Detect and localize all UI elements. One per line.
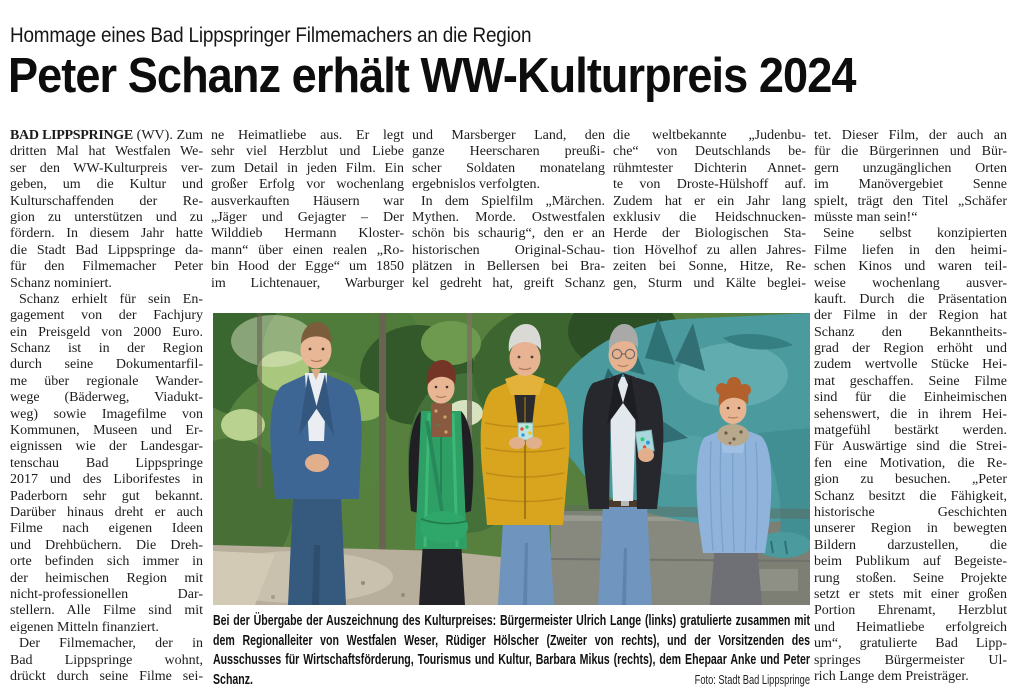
text-line: unserer Region in bewegten — [814, 521, 1007, 537]
text-line: tenschau Bad Lippspringe — [10, 455, 203, 471]
text-line: spielt, trägt den Titel „Schäfer — [814, 193, 1007, 209]
text-line: 2017 und des Liborifestes in — [10, 472, 203, 488]
text-line: der heimischen Region mit — [10, 570, 203, 586]
text-line: sind für die Einheimischen — [814, 390, 1007, 406]
article-photo — [213, 313, 810, 605]
text-line: exklusiv die Heidschnucken- — [613, 209, 806, 225]
text-line: Schanz nominiert. — [10, 275, 112, 291]
text-line: Schanz erhielt für sein En- — [19, 291, 203, 307]
text-line: springes Bürgermeister Ul- — [814, 652, 1007, 668]
text-line: Bildern darzustellen, die — [814, 537, 1007, 553]
text-line: ausverkauften Häusern war — [211, 193, 404, 209]
text-line: weg) sowie Imagefilme von — [10, 406, 203, 422]
article-column-1 — [10, 128, 203, 685]
text-line: tet. Dieser Film, der auch an — [814, 128, 1007, 143]
text-line: und Drehbüchern. Die Dreh- — [10, 537, 203, 553]
text-line: In dem Spielfilm „Märchen. — [421, 193, 605, 209]
text-line: Wilddieb Hermann Kloster- — [211, 226, 404, 242]
text-line: um“, gratulierte Bad Lipp- — [814, 636, 1007, 652]
stone-pedestal — [551, 511, 810, 605]
text-line: der Filme in der Region hat — [814, 308, 1007, 324]
text-line: eignissen wie der Landesgar- — [10, 439, 203, 455]
text-line: gion zu besuchen. „Peter — [814, 472, 1007, 488]
article-column-5 — [814, 128, 1007, 685]
text-line: eigenen Mitteln finanziert. — [10, 619, 159, 635]
text-line: gion zu unterstützen und zu — [10, 209, 203, 225]
text-line: dritten Mal hat Westfalen We- — [10, 144, 203, 160]
page-title: Peter Schanz erhält WW-Kulturpreis 2024 — [8, 49, 856, 103]
text-line: durch seine Dokumentarfil- — [10, 357, 203, 373]
text-line: ser den WW-Kulturpreis ver- — [10, 160, 203, 176]
text-line: und Marsberger Land, den — [412, 128, 605, 143]
text-line: mat geschaffen. Seine Filme — [814, 373, 1007, 389]
text-line: fördern. In diesem Jahr hatte — [10, 226, 203, 242]
text-line: zeiten bei Sonne, Hitze, Re- — [613, 259, 806, 275]
text-line: historischen Original-Schau- — [412, 242, 605, 258]
text-line: Paderborn sehr gut bekannt. — [10, 488, 203, 504]
kicker: Hommage eines Bad Lippspringer Filmemachers an die Region — [10, 24, 532, 47]
photo-caption — [213, 611, 810, 689]
text-line: für den Filmemacher Peter — [10, 259, 203, 275]
text-line: rich Lange dem Preisträger. — [814, 668, 969, 684]
text-line: stellern. Alle Filme sind mit — [10, 603, 203, 619]
photo-illustration — [213, 313, 810, 605]
text-line: Kulturschaffenden der Re- — [10, 193, 203, 209]
text-line: me über regionale Wander- — [10, 373, 203, 389]
text-line: bin Hood der Egge“ um 1850 — [211, 259, 404, 275]
text-line: grad der Region erhöht und — [814, 341, 1007, 357]
text-line: mann“ über einen realen „Ro- — [211, 242, 404, 258]
text-line: tion Hövelhof zu allen Jahres- — [613, 242, 806, 258]
text-line: sehr viel Herzblut und Liebe — [211, 144, 404, 160]
text-line: sehenswert, die in ihrem Hei- — [814, 406, 1007, 422]
text-line: „Jäger und Gejagter – Der — [211, 209, 404, 225]
text-line: Filme nach eigenen Ideen — [10, 521, 203, 537]
text-line: scher Soldaten monatelang — [412, 160, 605, 176]
text-line: drückt durch seine Filme sei- — [10, 668, 203, 684]
text-line: Zudem hat er ein Jahr lang — [613, 193, 806, 209]
text-line: fen eine Motivation, die Re- — [814, 455, 1007, 471]
text-line: nicht-professionellen Dar- — [10, 586, 203, 602]
text-line: müsste man sein!“ — [814, 209, 918, 225]
text-line: im Lichtenauer, Warburger — [211, 275, 404, 291]
text-line: BAD LIPPSPRINGE (WV). Zum — [10, 128, 204, 143]
text-line: historische Geschichten — [814, 504, 1007, 520]
text-line: kel gedreht hat, greift Schanz — [412, 275, 605, 291]
text-line: ergebnislos verfolgten. — [412, 177, 541, 193]
text-line: Filme liefen in den heimi- — [814, 242, 1007, 258]
text-line: großer Erfolg vor wochenlang — [211, 177, 404, 193]
text-line: orte befinden sich immer in — [10, 554, 203, 570]
text-line: setzt er stets mit einer großen — [814, 586, 1007, 602]
text-line: die weltbekannte „Judenbu- — [613, 128, 806, 143]
text-line: schen Kinos und waren teil- — [814, 259, 1007, 275]
text-line: te von Droste-Hülshoff auf. — [613, 177, 806, 193]
text-line: für die Bürgerinnen und Bür- — [814, 144, 1007, 160]
text-line: Für Auswärtige sind die Strei- — [814, 439, 1007, 455]
text-line: rung stoßen. Seine Projekte — [814, 570, 1007, 586]
text-line: Herde der Biologischen Sta- — [613, 226, 806, 242]
dateline: BAD LIPPSPRINGE — [10, 128, 133, 143]
text-line: kauft. Durch die Präsentation — [814, 291, 1007, 307]
text-line: Darüber hinaus dreht er auch — [10, 504, 203, 520]
text-line: rühmtester Dichterin Annet- — [613, 160, 806, 176]
text-line: weise wochenlang ausver- — [814, 275, 1007, 291]
text-line: ne Heimatliebe aus. Er legt — [211, 128, 404, 143]
text-line: Schanz den Bekanntheits- — [814, 324, 1007, 340]
text-line: matgefühl bestärkt werden. — [814, 423, 1007, 439]
text-line: schön bis schaurig“, den er an — [412, 226, 605, 242]
text-line: gen, Sturm und Kälte beglei- — [613, 275, 806, 291]
text-line: die Stadt Bad Lippspringe da- — [10, 242, 203, 258]
text-line: Bad Lippspringe wohnt, — [10, 652, 203, 668]
text-line: Schanz ist in der Region — [10, 341, 203, 357]
text-line: Seine selbst konzipierten — [823, 226, 1007, 242]
text-line: ein Preisgeld von 2000 Euro. — [10, 324, 203, 340]
text-line: zum Detail in jeden Film. Ein — [211, 160, 404, 176]
text-line: Kommunen, Museen und Er- — [10, 423, 203, 439]
text-line: Der Filmemacher, der in — [19, 636, 203, 652]
text-line: zudem wertvolle Stücke Hei- — [814, 357, 1007, 373]
text-line: Schanz besitzt die Fähigkeit, — [814, 488, 1007, 504]
text-line: gagement von der Fachjury — [10, 308, 203, 324]
text-line: ganze Heerscharen preußi- — [412, 144, 605, 160]
text-line: gern unzugänglichen Orten — [814, 160, 1007, 176]
text-line: beim Publikum auf Begeiste- — [814, 554, 1007, 570]
text-line: plätzen in Bellersen bei Bra- — [412, 259, 605, 275]
text-line: che“ von Deutschlands be- — [613, 144, 806, 160]
photo-credit: Foto: Stadt Bad Lippspringe — [694, 671, 811, 687]
text-line: und Heimatliebe erfolgreich — [814, 619, 1007, 635]
photo-caption-text: Bei der Übergabe der Auszeichnung des Kulturpreises: Bürgermeister Ulrich Lange (links) gratulierte zusammen mit dem Regionalleiter von Westfalen Weser, Rüdiger Hölscher (Zweiter von rechts), und der Vorsitzenden des Ausschusses für Wirtschaftsförderung, Tourismus und Kultur, Barbara Mikus (rechts), dem Ehepaar Anke und Peter Schanz. — [213, 612, 811, 688]
text-line: geben, um die Kultur und — [10, 177, 203, 193]
text-line: Mythen. Morde. Ostwestfalen — [412, 209, 605, 225]
text-line: wege (Bäderweg, Viadukt- — [10, 390, 203, 406]
text-line: im Manövergebiet Senne — [814, 177, 1007, 193]
text-line: Portion Ehrenamt, Herzblut — [814, 603, 1007, 619]
